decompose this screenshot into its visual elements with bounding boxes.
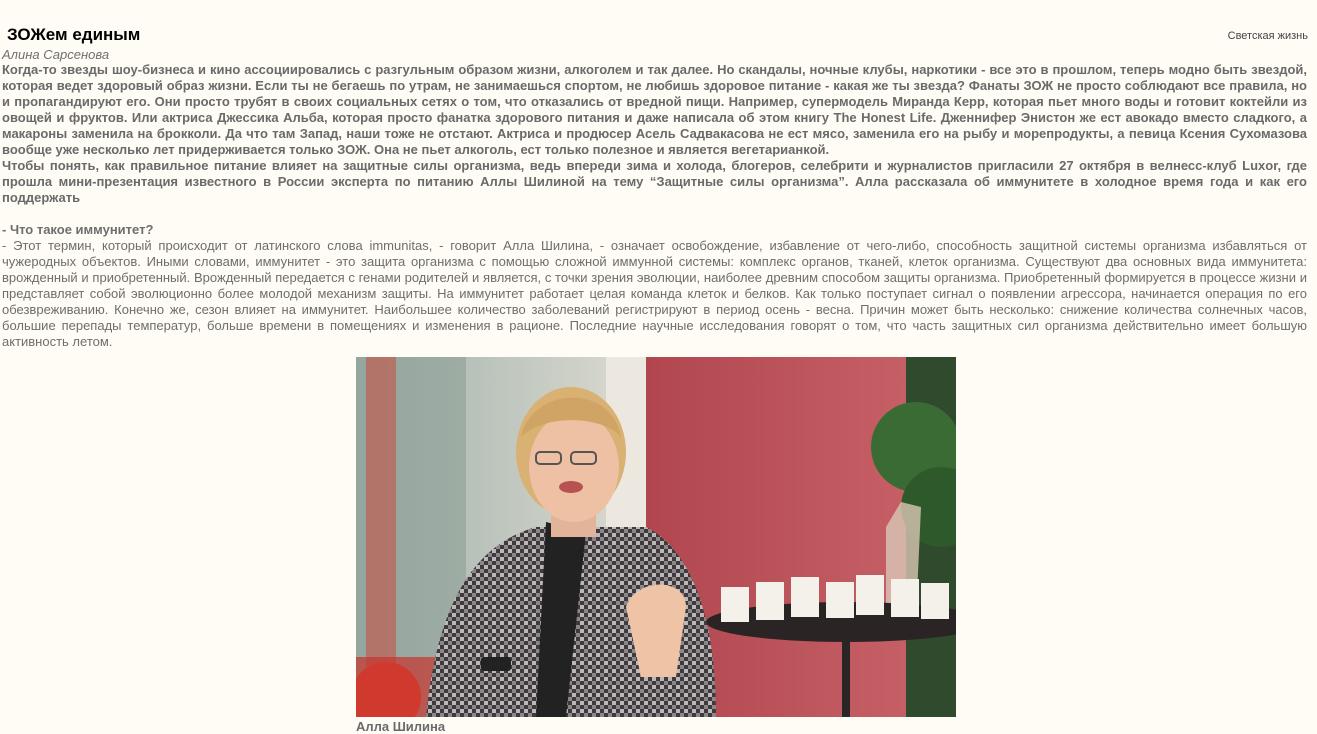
lead-paragraph: Чтобы понять, как правильное питание влияет на защитные силы организма, ведь впереди зима и холода, блогеров, селебрити и журналистов пригласили 27 октября в велнесс-клуб Luxor, где прошла мини-презентация известного в России эксперта по питанию Аллы Шилиной на тему “Защитные силы организма”. Алла рассказала об иммунитете в холодное время года и как его поддержать: [2, 158, 1307, 205]
article-title: ЗОЖем единым: [7, 25, 141, 44]
category-link[interactable]: Светская жизнь: [1227, 30, 1308, 42]
interview-question: - Что такое иммунитет?: [2, 222, 154, 237]
article-author: Алина Сарсенова: [2, 47, 110, 62]
lead-paragraph: Когда-то звезды шоу-бизнеса и кино ассоциировались с разгульным образом жизни, алкоголем и так далее. Но скандалы, ночные клубы, наркотики - все это в прошлом, теперь модно быть звездой, которая ведет здоровый образ жизни. Если ты не бегаешь по утрам, не занимаешься спортом, не любишь здоровое питание - какая же ты звезда? Фанаты ЗОЖ не просто соблюдают все правила, но и пропагандируют его. Они просто трубят в своих социальных сетях о том, что отказались от вредной пищи. Например, супермодель Миранда Керр, которая пьет много воды и готовит коктейли из овощей и фруктов. Или актриса Джессика Альба, которая просто фанатка здорового питания и даже написала об этом книгу The Honest Life. Дженнифер Энистон же ест авокадо вместо сладкого, а макароны заменила на брокколи. Да что там Запад, наши тоже не отстают. Актриса и продюсер Асель Садвакасова не ест мясо, заменила его на рыбу и морепродукты, а певица Ксения Сухомазова вообще уже несколько лет придерживается только ЗОЖ. Она не пьет алкоголь, ест только полезное и является вегетарианкой.: [2, 62, 1307, 157]
article-body: [2, 62, 1307, 350]
photo-caption: Алла Шилина: [356, 719, 446, 734]
article-photo: [356, 357, 956, 717]
interview-answer: - Этот термин, который происходит от латинского слова immunitas, - говорит Алла Шилина, - означает освобождение, избавление от чего-либо, способность защитной системы организма избавляться от чужеродных объектов. Иными словами, иммунитет - это защита организма с помощью сложной иммунной системы: комплекс органов, тканей, клеток организма. Существуют два основных вида иммунитета: врожденный и приобретенный. Врожденный передается с генами родителей и является, с точки зрения эволюции, наиболее древним способом защиты организма. Приобретенный формируется в процессе жизни и представляет собой эволюционно более молодой механизм защиты. На иммунитет работает целая команда клеток и белков. Как только поступает сигнал о появлении агрессора, начинается операция по его обезвреживанию. Конечно же, сезон влияет на иммунитет. Наибольшее количество заболеваний регистрируют в период осень - весна. Причин может быть несколько: снижение количества солнечных часов, большие перепады температур, больше времени в помещениях и изменения в рационе. Последние научные исследования говорят о том, что часть защитных сил организма действительно имеет большую активность летом.: [2, 238, 1307, 349]
